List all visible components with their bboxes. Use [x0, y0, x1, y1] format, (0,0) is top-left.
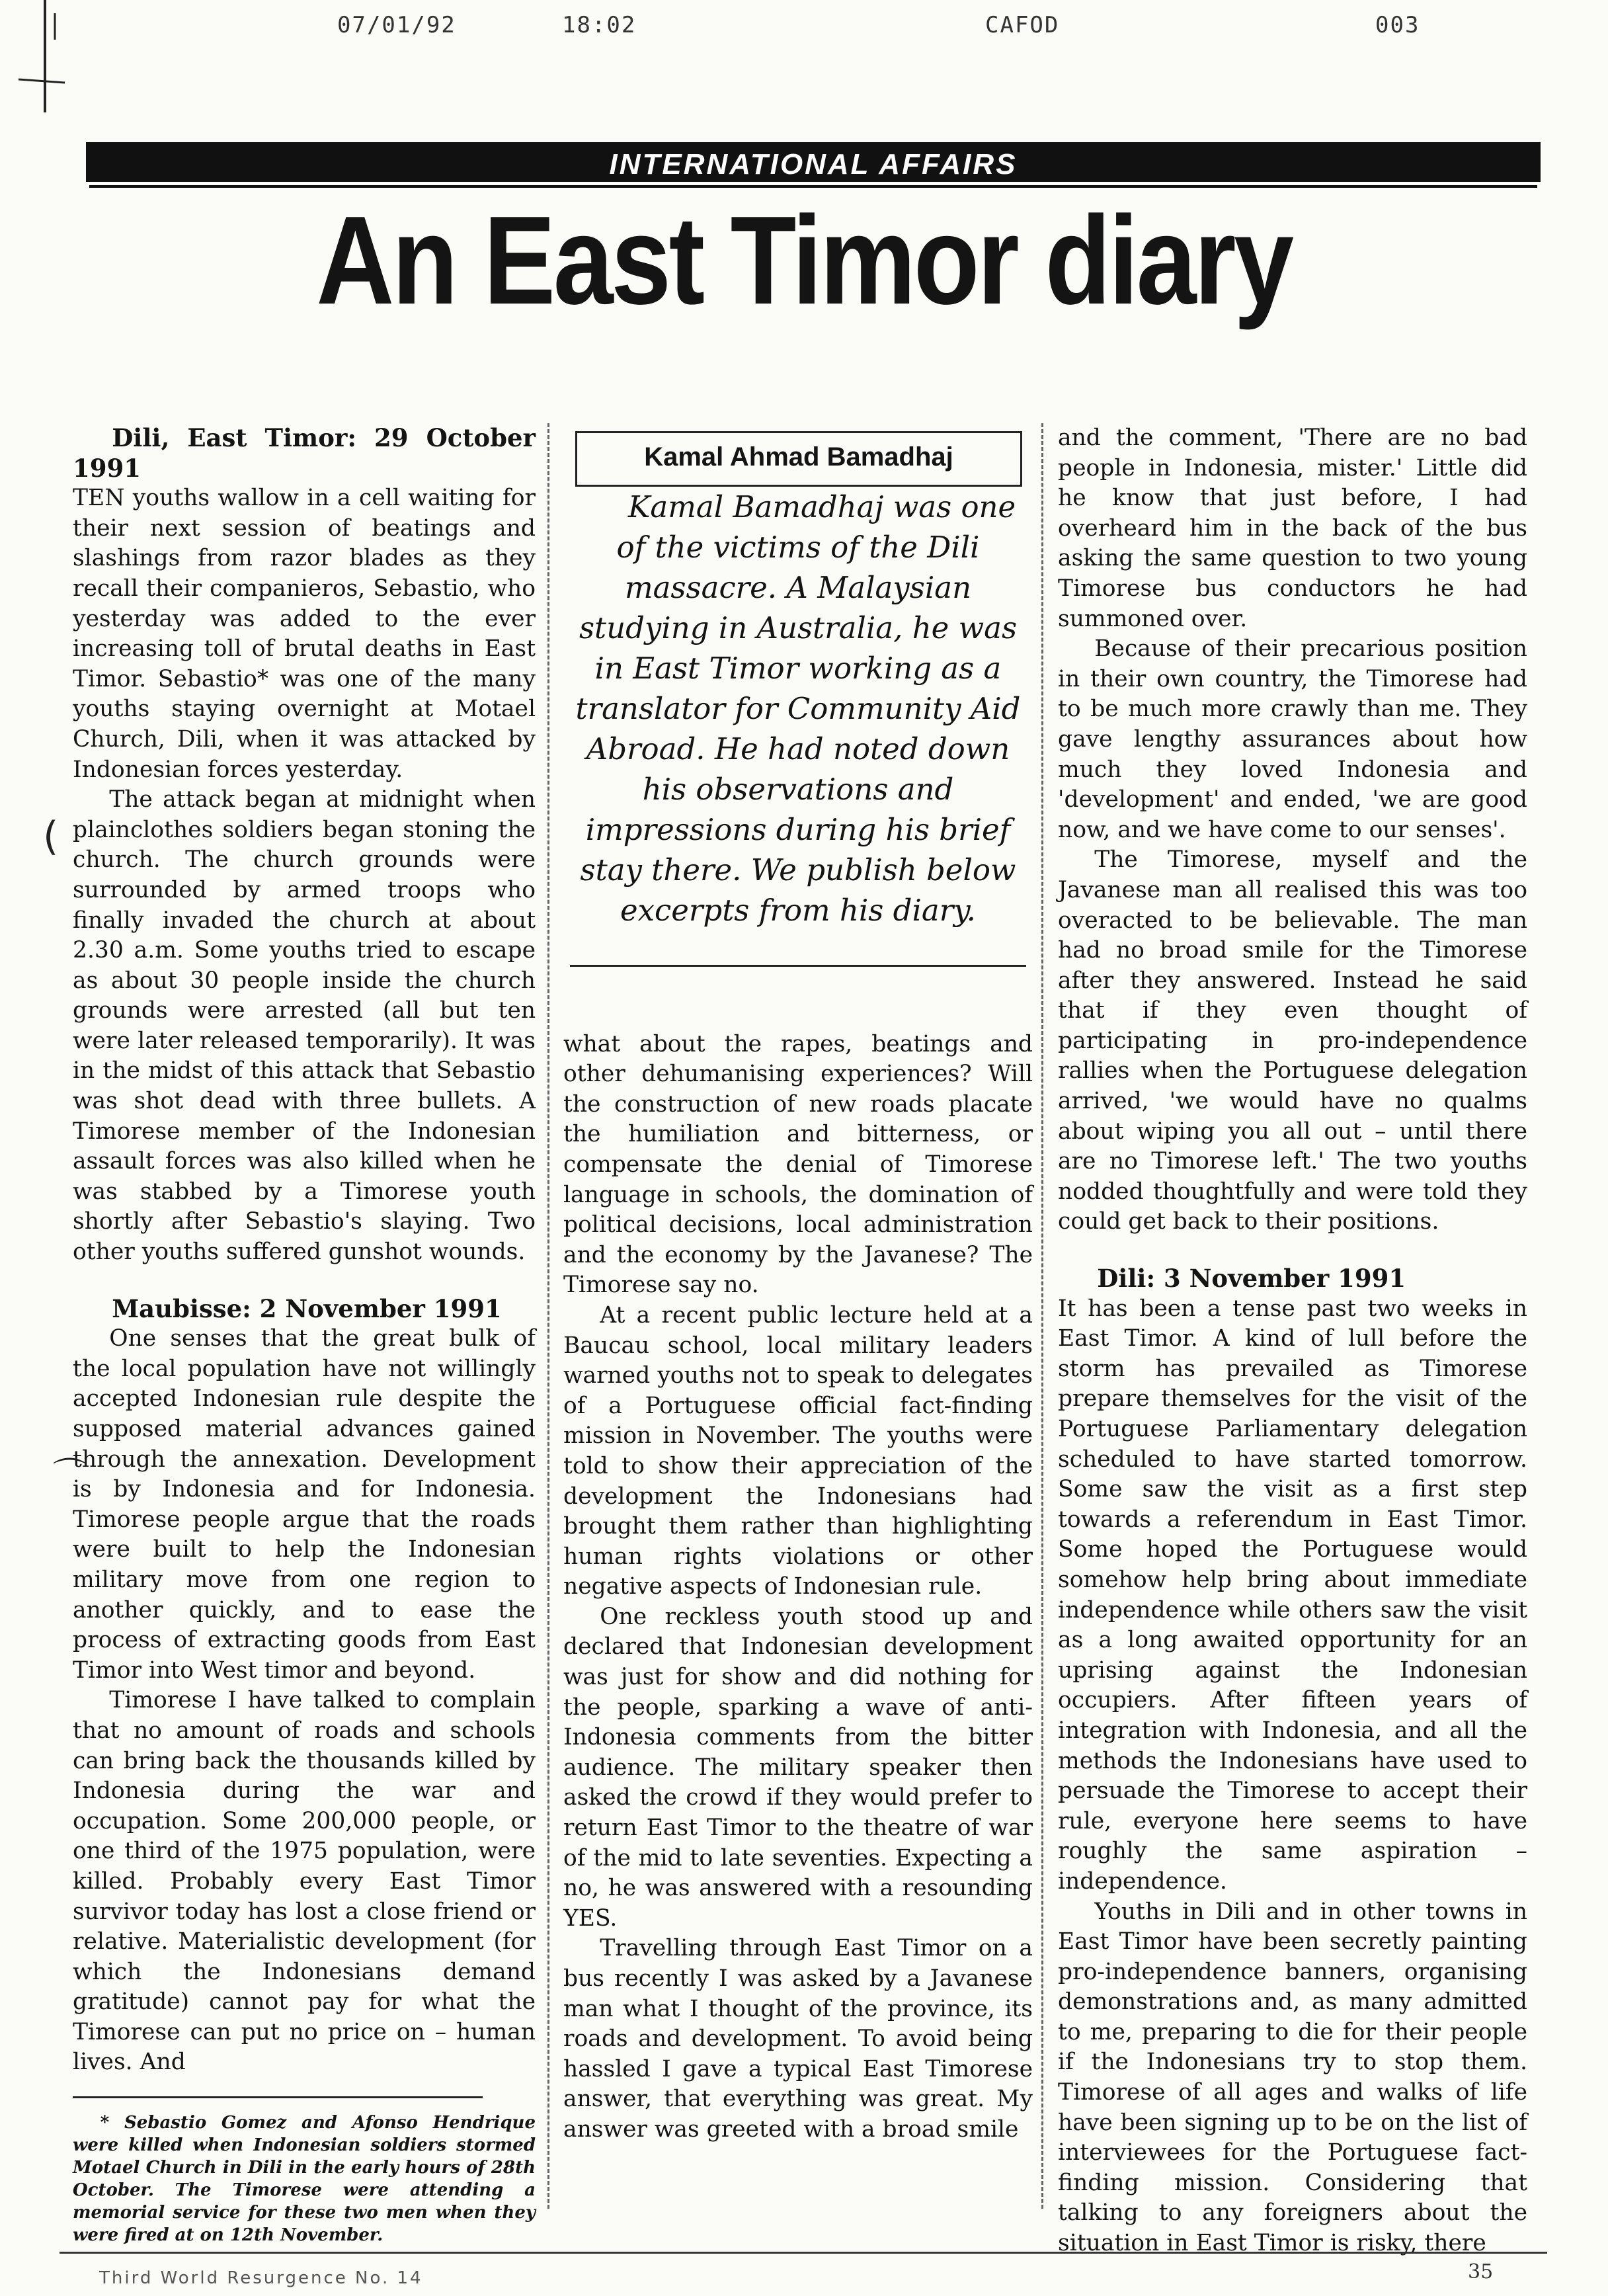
paragraph: Youths in Dili and in other towns in East Timor have been secretly painting pro-independence banners, organising demonstrations and, as many admitted to me, preparing to die for their people if the Indonesians try to stop them. Timorese of all ages and walks of life have been signing up to be on the list of interviewees for the Portuguese fact-finding mission. Considering that talking to any foreigners about the situation in East Timor is risky, there [1058, 1898, 1527, 2257]
fax-date: 07/01/92 [337, 12, 456, 38]
column-divider [1041, 423, 1043, 2209]
footer-rule [60, 2252, 1547, 2254]
dateline: Maubisse: 2 November 1991 [112, 1293, 502, 1323]
column-3 [1058, 423, 1527, 2259]
dateline: Dili: 3 November 1991 [1097, 1264, 1406, 1293]
column-divider [547, 423, 549, 2209]
intro-rule [570, 965, 1026, 967]
fax-time: 18:02 [562, 12, 637, 38]
paragraph: One reckless youth stood up and declared that Indonesian development was just for show and did nothing for the people, sparking a wave of anti-Indonesia comments from the bitter audience. The military speaker then asked the crowd if they would prefer to return East Timor to the theatre of war of the mid to late seventies. Expecting a no, he was answered with a resounding YES. [563, 1603, 1033, 1932]
margin-bracket-mark: ( [43, 813, 59, 860]
footnote: * Sebastio Gomez and Afonso Hendrique were killed when Indonesian soldiers stormed Motael Church in Dili in the early hours of 28th October. The Timorese were attending a memorial service for these two men when they were fired at on 12th November. [73, 2113, 536, 2246]
paragraph: Because of their precarious position in their own country, the Timorese had to be much more crawly than me. They gave lengthy assurances about how much they loved Indonesia and 'development' and ended, 'we are good now, and we have come to our senses'. [1058, 636, 1527, 843]
section-banner [86, 142, 1541, 182]
paragraph: what about the rapes, beatings and other dehumanising experiences? Will the construction of new roads placate the humiliation and bitterness, or compensate the denial of Timorese language in schools, the domination of political decisions, local administration and the economy by the Javanese? The Timorese say no. [563, 1030, 1033, 1299]
margin-bracket-mark: ⌒ [53, 1456, 86, 1494]
paragraph: It has been a tense past two weeks in East Timor. A kind of lull before the storm has prevailed as Timorese prepare themselves for the visit of the Portuguese Parliamentary delegation scheduled to have started tomorrow. Some saw the visit as a first step towards a referendum in East Timor. Some hoped the Portuguese would somehow help bring about immediate independence while others saw the visit as a long awaited opportunity for an uprising against the Indonesian occupiers. After fifteen years of integration with Indonesia, and all the methods the Indonesians have used to persuade the Timorese to accept their rule, everyone here seems to have roughly the same aspiration – independence. [1058, 1295, 1527, 1895]
paragraph: One senses that the great bulk of the local population have not willingly accepted Indonesian rule despite the supposed material advances gained through the annexation. Development is by Indonesia and for Indonesia. Timorese people argue that the roads were built to help the Indonesian military move from one region to another quickly, and to ease the process of extracting goods from East Timor into West timor and beyond. [73, 1325, 536, 1684]
page-number: 35 [1468, 2260, 1494, 2283]
byline: Kamal Ahmad Bamadhaj [644, 442, 953, 472]
section-label: INTERNATIONAL AFFAIRS [609, 148, 1018, 181]
column-1 [73, 423, 536, 2246]
paragraph: Travelling through East Timor on a bus recently I was asked by a Javanese man what I thought of the province, its roads and development. To avoid being hassled I gave a typical East Timorese answer, that everything was great. My answer was greeted with a broad smile [563, 1935, 1033, 2143]
byline-box [575, 431, 1022, 487]
paragraph: The attack began at midnight when plainclothes soldiers began stoning the church. The church grounds were surrounded by armed troops who finally invaded the church at about 2.30 a.m. Some youths tried to escape as about 30 people inside the church grounds were arrested (all but ten were later released temporarily). It was in the midst of this attack that Sebastio was shot dead with three bullets. A Timorese member of the Indonesian assault forces was also killed when he was stabbed by a Timorese youth shortly after Sebastio's slaying. Two other youths suffered gunshot wounds. [73, 786, 536, 1266]
footnote-rule [73, 2096, 483, 2098]
column-2 [563, 423, 1033, 2145]
fax-sender: CAFOD [985, 12, 1060, 38]
paragraph: At a recent public lecture held at a Baucau school, local military leaders warned youths not to speak to delegates of a Portuguese official fact-finding mission in November. The youths were told to show their appreciation of the development the Indonesians had brought them rather than highlighting human rights violations or other negative aspects of Indonesian rule. [563, 1301, 1033, 1600]
dateline: Dili, East Timor: 29 October 1991 [73, 423, 536, 483]
fax-page: 003 [1375, 12, 1420, 38]
article-title: An East Timor diary [316, 190, 1292, 331]
paragraph: and the comment, 'There are no bad people in Indonesia, mister.' Little did he know that just before, I had overheard him in the back of the bus asking the same question to two young Timorese bus conductors he had summoned over. [1058, 425, 1527, 632]
paragraph: TEN youths wallow in a cell waiting for their next session of beatings and slashings from razor blades as they recall their companieros, Sebastio, who yesterday was added to the ever increasing toll of brutal deaths in East Timor. Sebastio* was one of the many youths staying overnight at Motael Church, Dili, when it was attacked by Indonesian forces yesterday. [73, 485, 536, 783]
punch-mark-graphic [5, 0, 104, 119]
footer-publication: Third World Resurgence No. 14 [99, 2268, 423, 2288]
paragraph: Timorese I have talked to complain that no amount of roads and schools can bring back the thousands killed by Indonesia during the war and occupation. Some 200,000 people, or one third of the 1975 population, were killed. Probably every East Timor survivor today has lost a close friend or relative. Materialistic development (for which the Indonesians demand gratitude) cannot pay for what the Timorese can put no price on – human lives. And [73, 1687, 536, 2076]
intro-standfirst: Kamal Bamadhaj was one of the victims of the Dili massacre. A Malaysian studying in Australia, he was in East Timor working as a translator for Community Aid Abroad. He had noted down his observations and impressions during his brief stay there. We publish below excerpts from his diary. [575, 489, 1021, 928]
paragraph: The Timorese, myself and the Javanese man all realised this was too overacted to be believable. The man had no broad smile for the Timorese after they answered. Instead he said that if they even thought of participating in pro-independence rallies when the Portuguese delegation arrived, 'we would have no qualms about wiping you all out – until there are no Timorese left.' The two youths nodded thoughtfully and were told they could get back to their positions. [1058, 846, 1527, 1235]
